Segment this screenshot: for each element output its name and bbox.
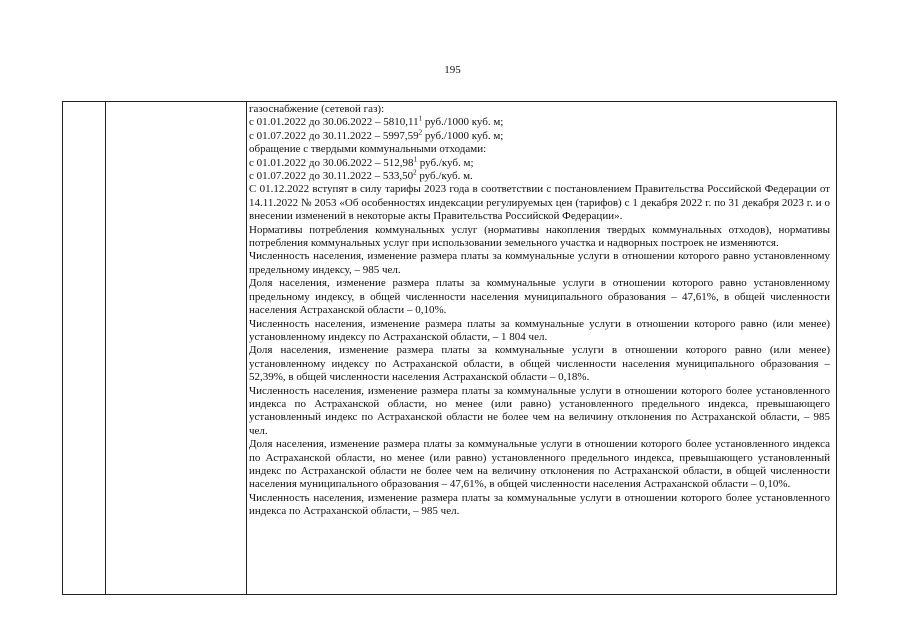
footnote-marker: 1 xyxy=(418,114,423,123)
tariff-line-gas-1: с 01.01.2022 до 30.06.2022 – 5810,11$^1$ руб./1000 куб. м; xyxy=(249,114,504,129)
footnote-marker: 2 xyxy=(413,168,417,177)
footnote-marker: 2 xyxy=(418,128,423,137)
paragraph-share-below-index: Доля населения, изменение размера платы за коммунальные услуги в отношении которого равно (или менее) установленному индексу по Астраханской области, в общей численности населения муниципального образования – 52,39%, в общей численности населения Астраханской области – 0,18%. xyxy=(249,344,830,384)
paragraph-population-below-index: Численность населения, изменение размера платы за коммунальные услуги в отношении которого равно (или менее) установленному индексу по Астраханской области, – 1 804 чел. xyxy=(249,317,830,343)
paragraph-population-equal-limit: Численность населения, изменение размера платы за коммунальные услуги в отношении которого равно установленному предельному индексу, – 985 чел. xyxy=(249,250,830,276)
tariff-line-gas-heading: газоснабжение (сетевой газ): xyxy=(249,103,385,115)
tariff-line-waste-2: с 01.07.2022 до 30.11.2022 – 533,50$^2$ руб./куб. м. xyxy=(249,168,473,183)
tariff-line-gas-2: с 01.07.2022 до 30.11.2022 – 5997,59$^2$ руб./1000 куб. м; xyxy=(249,128,504,142)
column-divider-1 xyxy=(105,102,106,594)
paragraph-share-above-index: Доля населения, изменение размера платы за коммунальные услуги в отношении которого более установленного индекса по Астраханской области, но менее (или равно) установленного предельного индекса, превышающего установленный индекс по Астраханской области не более чем на величину отклонения по Астраханской области, в общей численности населения муниципального образования – 47,61%, в общей численности населения Астраханской области – 0,10%. xyxy=(249,438,830,491)
page-number: 195 xyxy=(444,64,461,76)
tariff-line-waste-1: с 01.01.2022 до 30.06.2022 – 512,98$^1$ руб./куб. м; xyxy=(249,154,474,169)
paragraph-share-equal-limit: Доля населения, изменение размера платы за коммунальные услуги в отношении которого равно установленному предельному индексу, в общей численности населения муниципального образования – 47,61%, в общей численности населения Астраханской области – 0,10%. xyxy=(249,277,830,317)
paragraph-tariffs-2023: С 01.12.2022 вступят в силу тарифы 2023 года в соответствии с постановлением Правительства Российской Федерации от 14.11.2022 № 2053 «Об особенностях индексации регулируемых цен (тарифов) с 1 декабря 2022 г. по 31 декабря 2023 г. и о внесении изменений в некоторые акты Правительства Российской Федерации». xyxy=(249,183,830,223)
column-divider-2 xyxy=(246,102,247,594)
tariff-line-waste-heading: обращение с твердыми коммунальными отходами: xyxy=(249,143,487,156)
paragraph-population-above-index: Численность населения, изменение размера платы за коммунальные услуги в отношении которого более установленного индекса по Астраханской области, но менее (или равно) установленного предельного индекса, превышающего установленный индекс по Астраханской области не более чем на величину отклонения по Астраханской области, – 985 чел. xyxy=(249,384,830,437)
table-text-cell xyxy=(249,103,830,519)
document-table xyxy=(62,101,837,595)
paragraph-consumption-norms: Нормативы потребления коммунальных услуг (нормативы накопления твердых коммунальных отходов), нормативы потребления коммунальных услуг при использовании земельного участка и надворных построек не изменяются. xyxy=(249,223,830,250)
footnote-marker: 1 xyxy=(413,154,417,163)
paragraph-population-more-than-index: Численность населения, изменение размера платы за коммунальные услуги в отношении которого более установленного индекса по Астраханской области, – 985 чел. xyxy=(249,491,830,518)
